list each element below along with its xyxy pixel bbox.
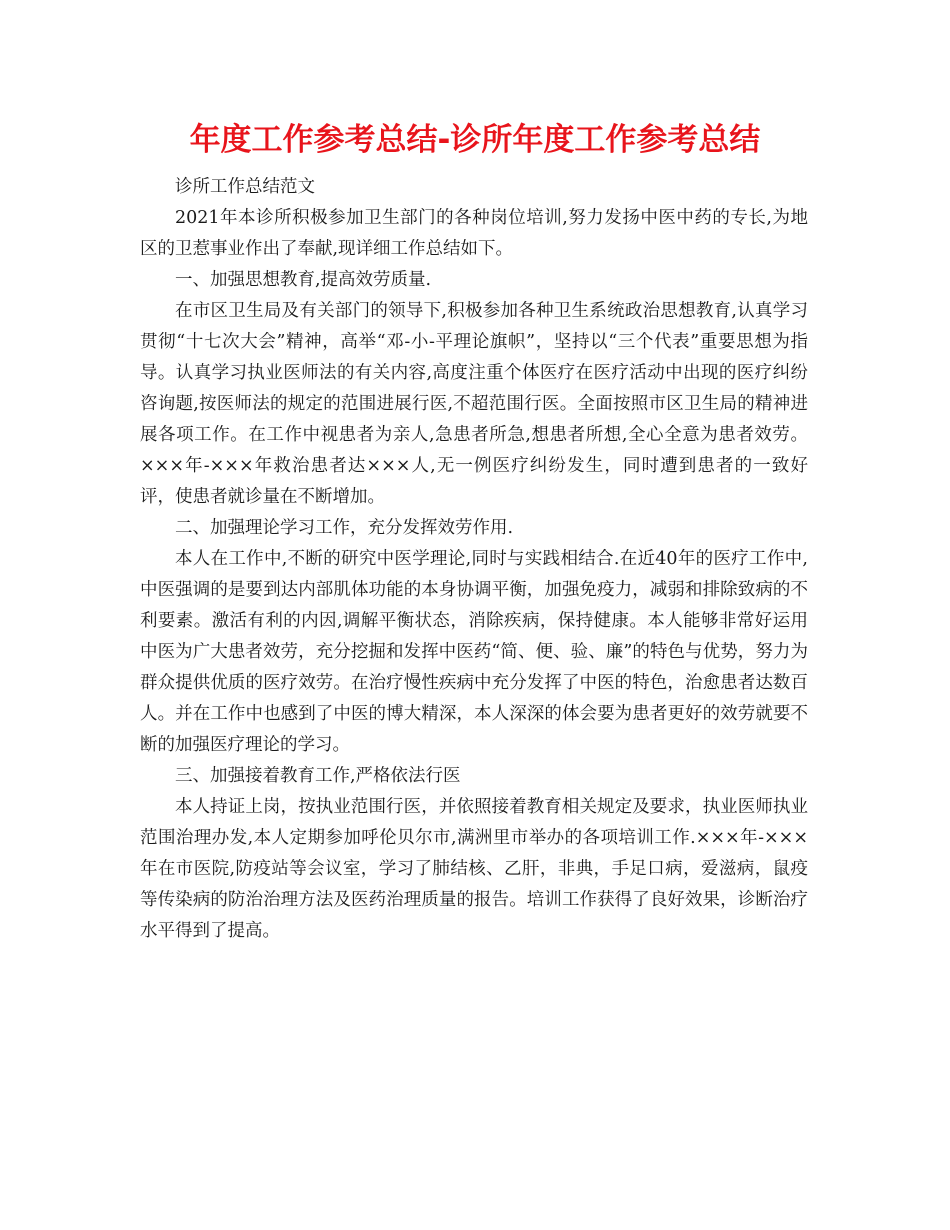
section-heading-1: 一、加强思想教育,提高效劳质量. — [175, 270, 432, 290]
section-body-1: 在市区卫生局及有关部门的领导下,积极参加各种卫生系统政治思想教育,认真学习贯彻“十七次大会”精神，高举“邓-小-平理论旗帜”，坚持以“三个代表”重要思想为指导。认真学习执业医师法的有关内容,高度注重个体医疗在医疗活动中出现的医疗纠纷咨询题,按医师法的规定的范围进展行医,不超范围行医。全面按照市区卫生局的精神进展各项工作。在工作中视患者为亲人,急患者所急,想患者所想,全心全意为患者效劳。×××年-×××年救治患者达×××人,无一例医疗纠纷发生，同时遭到患者的一致好评，使患者就诊量在不断增加。 — [140, 301, 808, 507]
section-heading-2: 二、加强理论学习工作，充分发挥效劳作用. — [175, 518, 514, 538]
intro-paragraph: 2021年本诊所积极参加卫生部门的各种岗位培训,努力发扬中医中药的专长,为地区的卫惹事业作出了奉献,现详细工作总结如下。 — [140, 208, 808, 259]
section-heading-3: 三、加强接着教育工作,严格依法行医 — [175, 766, 461, 786]
document-body — [140, 172, 808, 947]
section-body-2: 本人在工作中,不断的研究中医学理论,同时与实践相结合.在近40年的医疗工作中,中医强调的是要到达内部肌体功能的本身协调平衡，加强免疫力，减弱和排除致病的不利要素。激活有利的内因,调解平衡状态，消除疾病，保持健康。本人能够非常好运用中医为广大患者效劳，充分挖掘和发挥中医药“简、便、验、廉”的特色与优势，努力为群众提供优质的医疗效劳。在治疗慢性疾病中充分发挥了中医的特色，治愈患者达数百人。并在工作中也感到了中医的博大精深，本人深深的体会要为患者更好的效劳就要不断的加强医疗理论的学习。 — [140, 549, 808, 755]
subtitle-paragraph: 诊所工作总结范文 — [175, 177, 315, 197]
document-title: 年度工作参考总结-诊所年度工作参考总结 — [189, 122, 761, 158]
section-body-3: 本人持证上岗，按执业范围行医，并依照接着教育相关规定及要求，执业医师执业范围治理办发,本人定期参加呼伦贝尔市,满洲里市举办的各项培训工作.×××年-×××年在市医院,防疫站等会议室，学习了肺结核、乙肝，非典，手足口病，爱滋病，鼠疫等传染病的防治治理方法及医药治理质量的报告。培训工作获得了良好效果，诊断治疗水平得到了提高。 — [140, 797, 808, 941]
